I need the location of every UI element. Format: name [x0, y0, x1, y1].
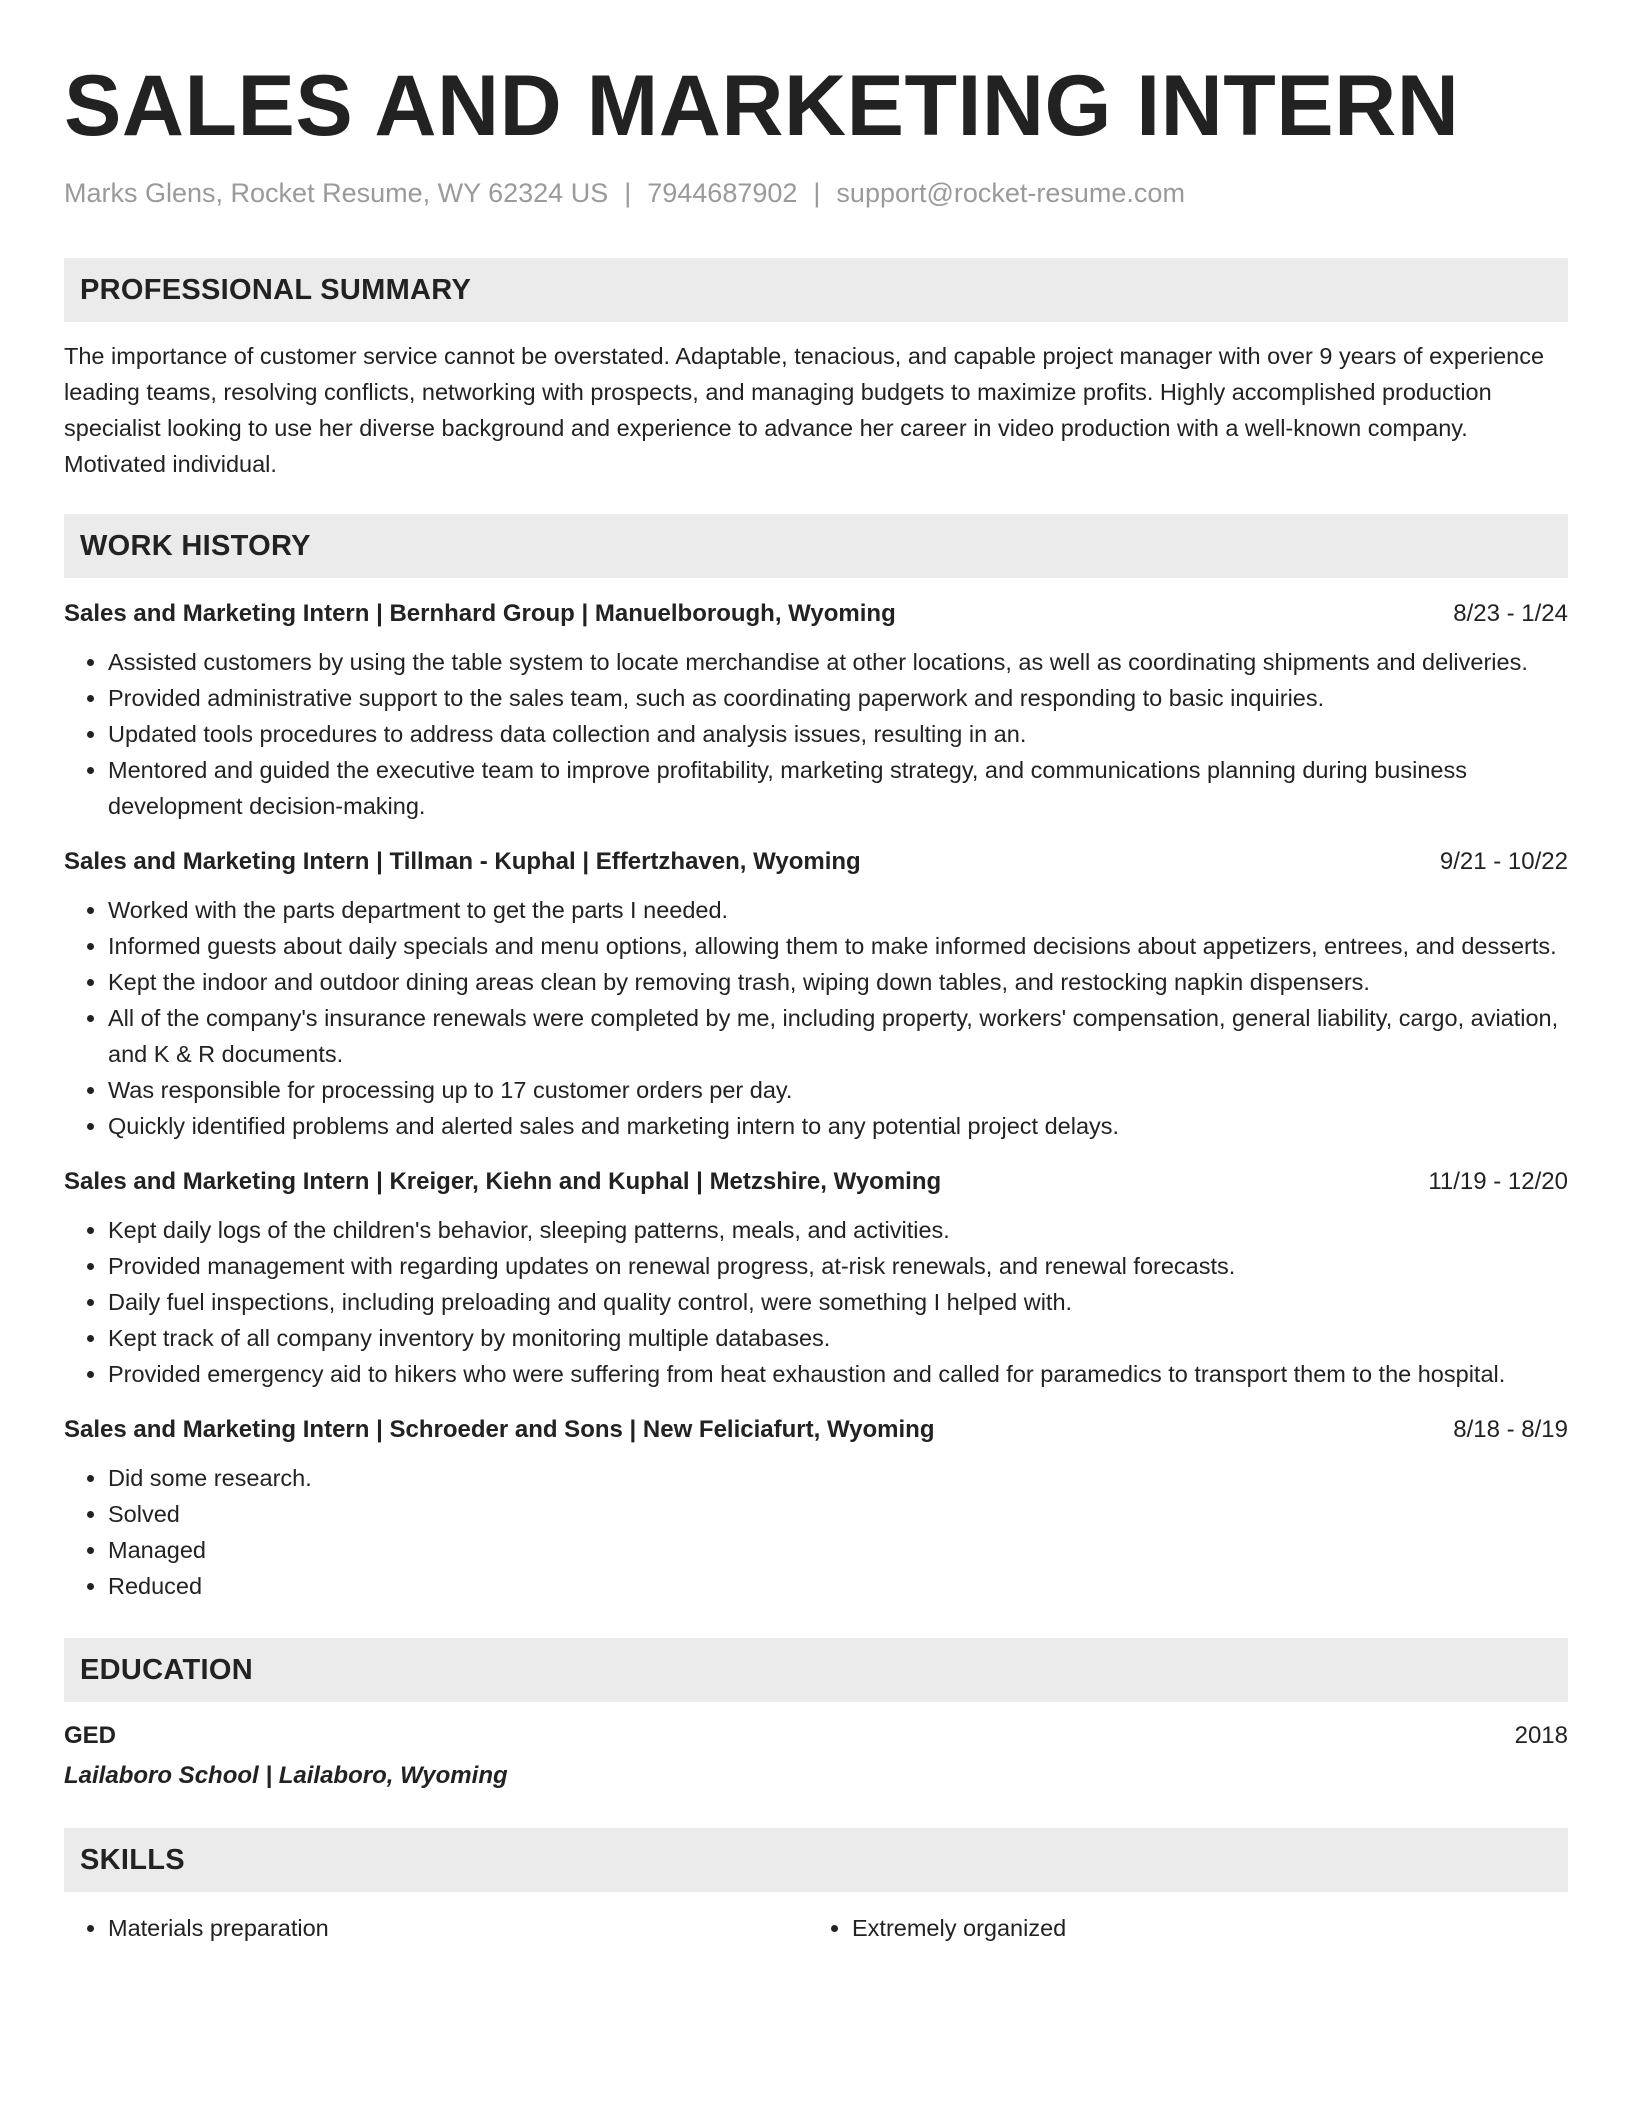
skills-heading: SKILLS — [64, 1828, 1568, 1892]
education-year: 2018 — [1514, 1722, 1568, 1749]
summary-text: The importance of customer service cannot be overstated. Adaptable, tenacious, and capable project manager with over 9 years of experience leading teams, resolving conflicts, networking with prospects, and managing budgets to maximize profits. Highly accomplished production specialist looking to use her diverse background and experience to advance her career in video production with a well-known company. Motivated individual. — [64, 343, 1545, 477]
job-bullet: • Provided management with regarding updates on renewal progress, at-risk renewals, and renewal forecasts. — [108, 1248, 1568, 1284]
job-dates: 8/18 - 8/19 — [1453, 1416, 1568, 1443]
job-bullet: • Mentored and guided the executive team to improve profitability, marketing strategy, and communications planning during business development decision-making. — [108, 752, 1568, 824]
resume-name: SALES AND MARKETING INTERN — [64, 58, 1460, 154]
job-bullet: • Provided emergency aid to hikers who were suffering from heat exhaustion and called for paramedics to transport them to the hospital. — [108, 1356, 1568, 1392]
job-entry — [64, 598, 1568, 824]
job-title: Sales and Marketing Intern | Bernhard Group | Manuelborough, Wyoming — [64, 600, 896, 627]
job-bullet: • All of the company's insurance renewals were completed by me, including property, workers' compensation, general liability, cargo, aviation, and K & R documents. — [108, 1000, 1568, 1072]
job-title: Sales and Marketing Intern | Kreiger, Kiehn and Kuphal | Metzshire, Wyoming — [64, 1168, 942, 1195]
skills-column-left — [64, 1910, 808, 1946]
resume-page — [64, 0, 1568, 1946]
contact-separator: | — [624, 178, 632, 208]
skills-column-right — [808, 1910, 1552, 1946]
education-heading: EDUCATION — [64, 1638, 1568, 1702]
work-history-heading: WORK HISTORY — [64, 514, 1568, 578]
job-entry — [64, 1166, 1568, 1392]
contact-phone: 7944687902 — [647, 178, 798, 208]
skill-item: • Materials preparation — [108, 1910, 808, 1946]
job-bullets — [64, 892, 1568, 1144]
job-entry — [64, 1414, 1568, 1604]
job-bullet: • Daily fuel inspections, including preloading and quality control, were something I helped with. — [108, 1284, 1568, 1320]
contact-email: support@rocket-resume.com — [836, 178, 1185, 208]
contact-address: Marks Glens, Rocket Resume, WY 62324 US — [64, 178, 609, 208]
education-row — [64, 1720, 1568, 1752]
education-school: Lailaboro School | Lailaboro, Wyoming — [64, 1762, 508, 1789]
job-title-row — [64, 598, 1568, 630]
job-bullet: • Quickly identified problems and alerted sales and marketing intern to any potential project delays. — [108, 1108, 1568, 1144]
job-bullets — [64, 1212, 1568, 1392]
job-bullet: • Updated tools procedures to address data collection and analysis issues, resulting in an. — [108, 716, 1568, 752]
job-bullets — [64, 1460, 1568, 1604]
job-bullet: • Solved — [108, 1496, 1568, 1532]
job-entry — [64, 846, 1568, 1144]
contact-separator: | — [813, 178, 821, 208]
job-bullet: • Was responsible for processing up to 17 customer orders per day. — [108, 1072, 1568, 1108]
education-degree: GED — [64, 1722, 117, 1749]
job-title-row — [64, 846, 1568, 878]
job-title-row — [64, 1414, 1568, 1446]
job-bullet: • Assisted customers by using the table system to locate merchandise at other locations, as well as coordinating shipments and deliveries. — [108, 644, 1568, 680]
skill-item: • Extremely organized — [852, 1910, 1552, 1946]
summary-heading: PROFESSIONAL SUMMARY — [64, 258, 1568, 322]
job-bullet: • Did some research. — [108, 1460, 1568, 1496]
job-bullet: • Kept the indoor and outdoor dining areas clean by removing trash, wiping down tables, and restocking napkin dispensers. — [108, 964, 1568, 1000]
job-dates: 8/23 - 1/24 — [1453, 600, 1568, 627]
job-dates: 9/21 - 10/22 — [1439, 848, 1568, 875]
job-bullet: • Informed guests about daily specials and menu options, allowing them to make informed decisions about appetizers, entrees, and desserts. — [108, 928, 1568, 964]
job-bullets — [64, 644, 1568, 824]
job-bullet: • Kept track of all company inventory by monitoring multiple databases. — [108, 1320, 1568, 1356]
skills-list — [64, 1910, 1568, 1946]
job-bullet: • Kept daily logs of the children's behavior, sleeping patterns, meals, and activities. — [108, 1212, 1568, 1248]
job-bullet: • Provided administrative support to the sales team, such as coordinating paperwork and responding to basic inquiries. — [108, 680, 1568, 716]
job-dates: 11/19 - 12/20 — [1428, 1168, 1568, 1195]
job-bullet: • Worked with the parts department to get the parts I needed. — [108, 892, 1568, 928]
contact-line — [64, 176, 1568, 210]
job-bullet: • Reduced — [108, 1568, 1568, 1604]
job-title: Sales and Marketing Intern | Schroeder and Sons | New Feliciafurt, Wyoming — [64, 1416, 935, 1443]
job-title: Sales and Marketing Intern | Tillman - Kuphal | Effertzhaven, Wyoming — [64, 848, 861, 875]
job-bullet: • Managed — [108, 1532, 1568, 1568]
job-title-row — [64, 1166, 1568, 1198]
